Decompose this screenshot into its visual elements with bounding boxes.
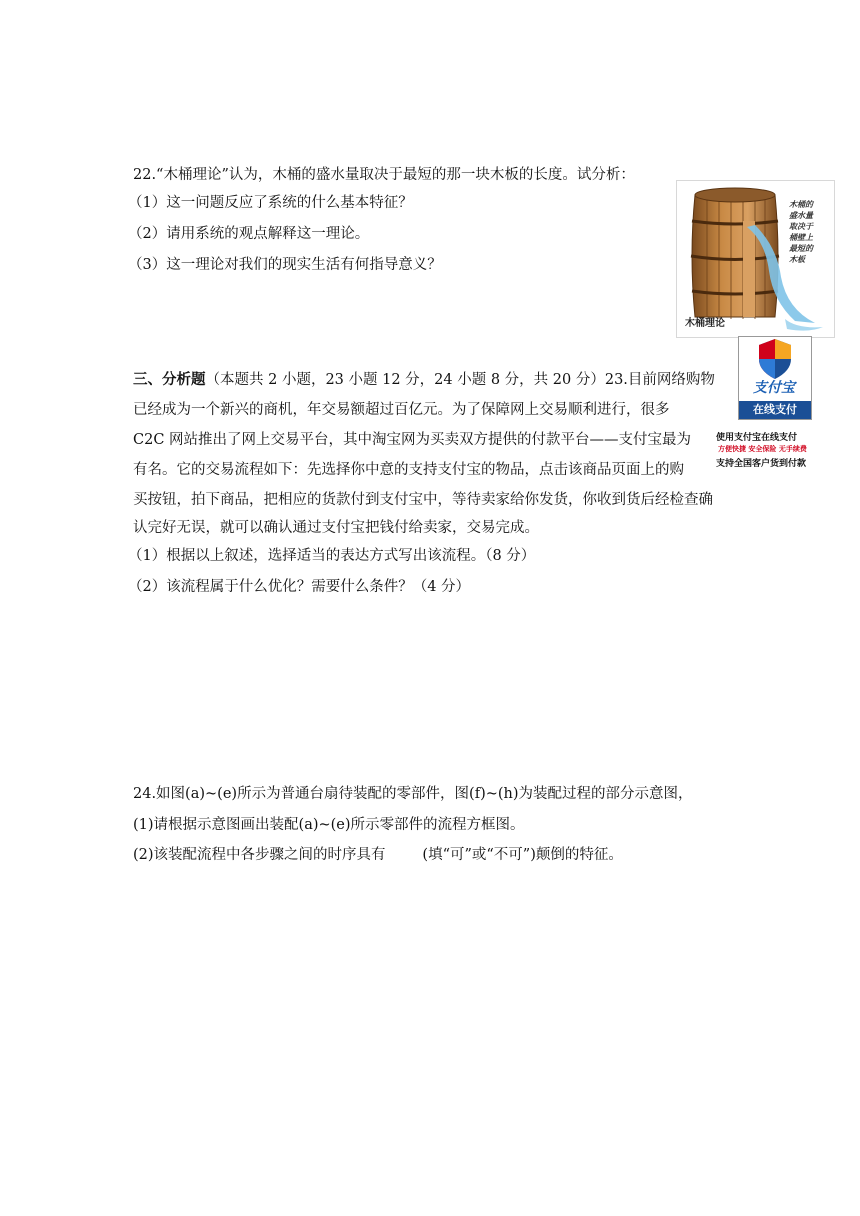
q24-sub1: (1)请根据示意图画出装配(a)~(e)所示零部件的流程方框图。 [133,817,525,833]
q23-text-line: 有名。它的交易流程如下：先选择你中意的支持支付宝的物品，点击该商品页面上的购 [133,462,684,478]
handnote-line: 最短的 [789,244,813,253]
barrel-caption: 木桶理论 [685,318,725,329]
q23-text-line: 已经成为一个新兴的商机，年交易额超过百亿元。为了保障网上交易顺利进行，很多 [133,402,670,418]
barrel-handnote [789,199,813,265]
q22-stem: 22.“木桶理论”认为，木桶的盛水量取决于最短的那一块木板的长度。试分析： [133,167,635,183]
alipay-online-pay: 在线支付 [739,401,811,419]
q23-text-line: 认完好无误，就可以确认通过支付宝把钱付给卖家，交易完成。 [133,520,539,536]
handnote-line: 桶壁上 [789,233,813,242]
alipay-logo [738,336,812,420]
alipay-caption-3: 支持全国客户货到付款 [716,459,807,469]
q24-stem: 24.如图(a)~(e)所示为普通台扇待装配的零部件，图(f)~(h)为装配过程的部分示意图， [133,786,693,802]
section3-note: （本题共 2 小题，23 小题 12 分，24 小题 8 分，共 20 分）23.目前网络购物 [205,372,715,388]
handnote-line: 盛水量 [789,211,813,220]
section3-heading: 三、分析题 [133,371,206,388]
q23-text-line: C2C 网站推出了网上交易平台，其中淘宝网为买卖双方提供的付款平台——支付宝最为 [133,432,692,448]
handnote-line: 取决于 [789,222,813,231]
q24-sub2: (2)该装配流程中各步骤之间的时序具有 (填“可”或“不可”)颠倒的特征。 [133,847,623,863]
barrel-theory-figure [676,180,835,338]
alipay-caption-1: 使用支付宝在线支付 [716,433,798,443]
q22-sub2: （2）请用系统的观点解释这一理论。 [128,226,370,242]
q22-sub1: （1）这一问题反应了系统的什么基本特征？ [128,195,413,211]
shield-icon [739,337,811,381]
alipay-caption-2: 方便快捷 安全保险 无手续费 [718,445,807,453]
handnote-line: 木桶的 [789,200,813,209]
alipay-brand: 支付宝 [753,380,795,396]
q23-sub2: （2）该流程属于什么优化？需要什么条件？（4 分） [128,579,471,595]
q23-sub1: （1）根据以上叙述，选择适当的表达方式写出该流程。（8 分） [128,548,536,564]
handnote-line: 木板 [789,255,805,264]
q22-sub3: （3）这一理论对我们的现实生活有何指导意义？ [128,257,442,273]
section3-heading-line [133,370,715,390]
q23-text-line: 买按钮，拍下商品，把相应的货款付到支付宝中，等待卖家给你发货，你收到货后经检查确 [133,492,713,508]
